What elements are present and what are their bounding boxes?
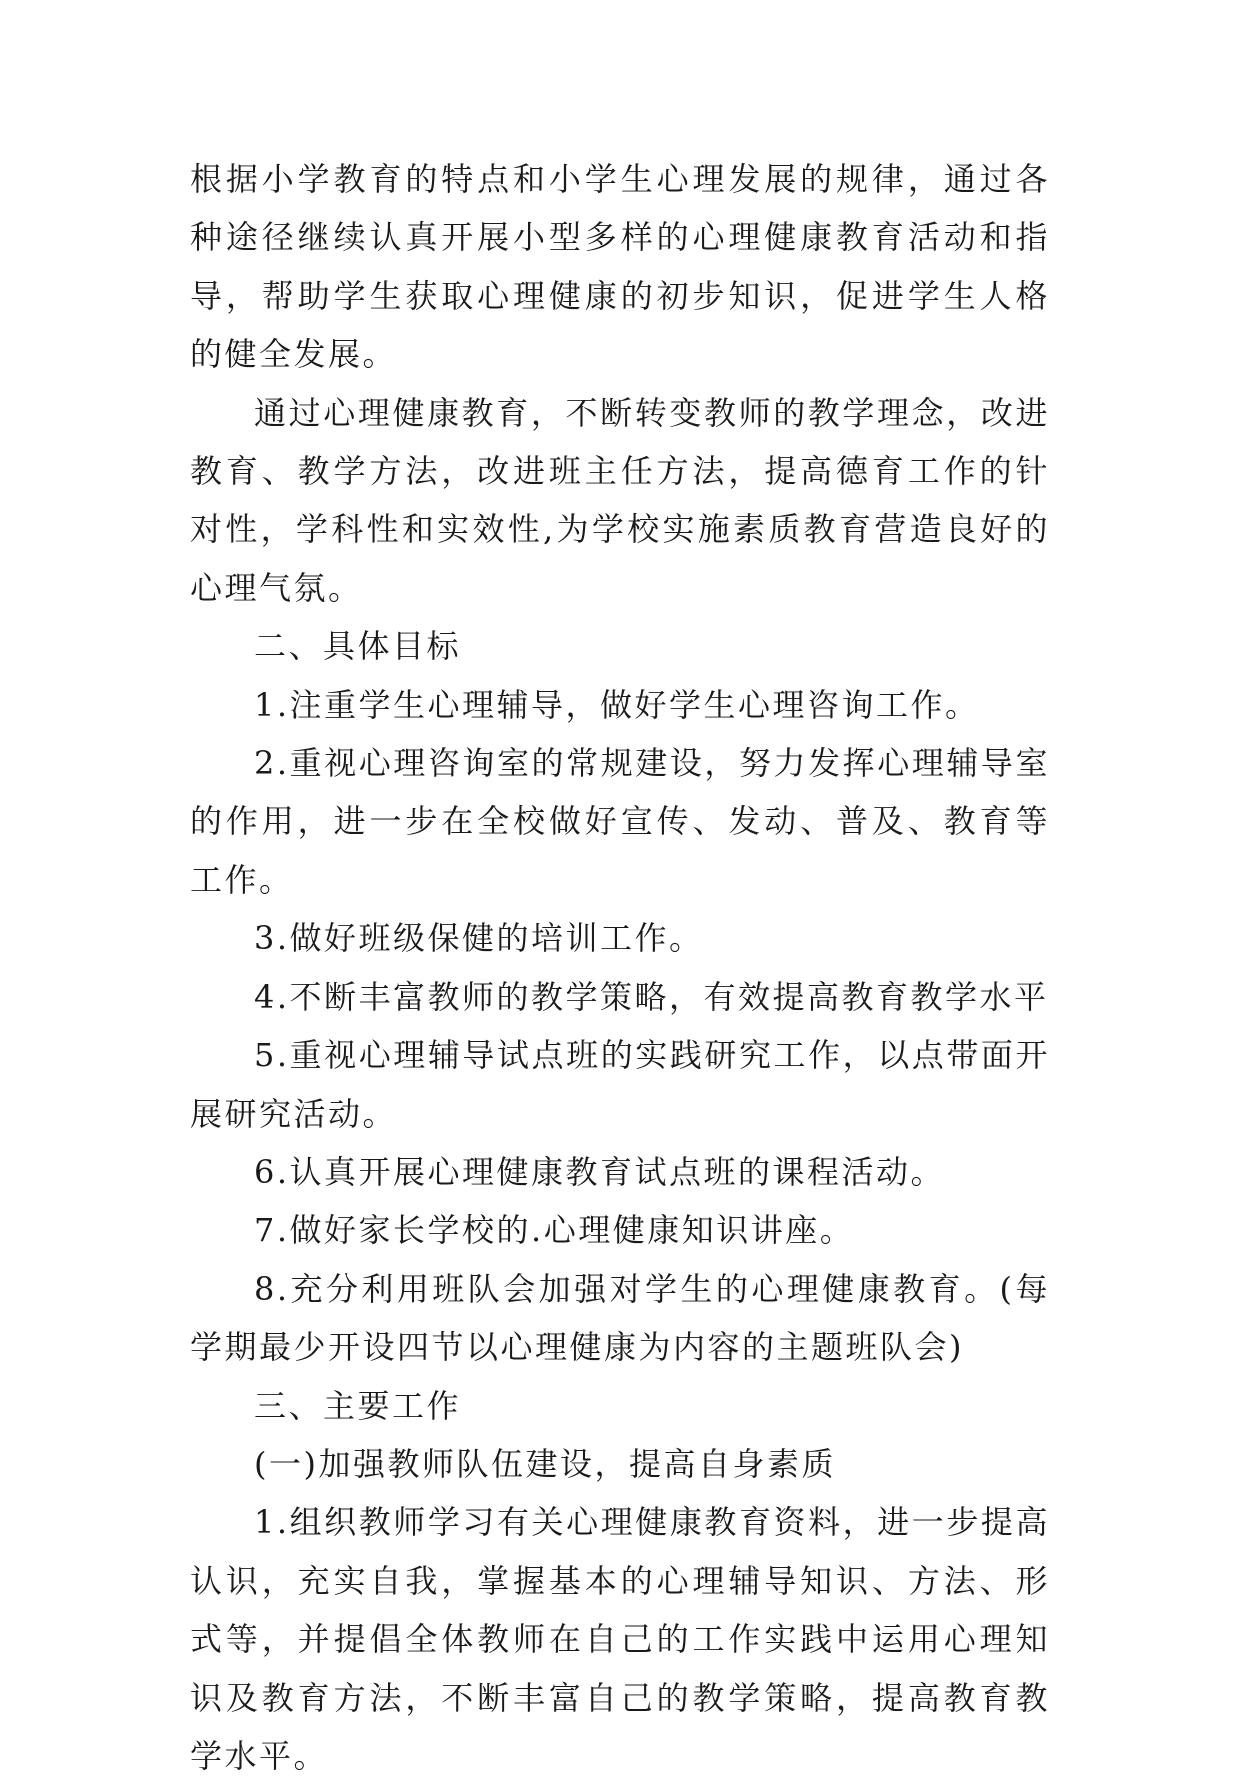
section-heading-main-work: 三、主要工作 [254, 1386, 462, 1425]
paragraph-teaching-philosophy: 通过心理健康教育，不断转变教师的教学理念，改进教育、教学方法，改进班主任方法，提高德育工作的针对性，学科性和实效性,为学校实施素质教育营造良好的心理气氛。 [190, 393, 1050, 607]
goal-item-8: 8.充分利用班队会加强对学生的心理健康教育。(每学期最少开设四节以心理健康为内容的主题班队会) [190, 1269, 1050, 1367]
goal-item-5: 5.重视心理辅导试点班的实践研究工作，以点带面开展研究活动。 [190, 1036, 1050, 1133]
subsection-heading-teacher-team: (一)加强教师队伍建设，提高自身素质 [254, 1444, 836, 1483]
goal-item-1: 1.注重学生心理辅导，做好学生心理咨询工作。 [254, 685, 980, 724]
goal-item-3: 3.做好班级保健的培训工作。 [254, 919, 704, 958]
goal-item-2: 2.重视心理咨询室的常规建设，努力发挥心理辅导室的作用，进一步在全校做好宣传、发动、普及、教育等工作。 [190, 744, 1050, 899]
document-body [190, 150, 1050, 1785]
section-heading-specific-goals: 二、具体目标 [254, 627, 462, 666]
work-item-1: 1.组织教师学习有关心理健康教育资料，进一步提高认识，充实自我，掌握基本的心理辅导知识、方法、形式等，并提倡全体教师在自己的工作实践中运用心理知识及教育方法，不断丰富自己的教学策略，提高教育教学水平。 [190, 1503, 1050, 1775]
goal-item-7: 7.做好家长学校的.心理健康知识讲座。 [254, 1211, 855, 1250]
paragraph-intro: 根据小学教育的特点和小学生心理发展的规律，通过各种途径继续认真开展小型多样的心理健康教育活动和指导，帮助学生获取心理健康的初步知识，促进学生人格的健全发展。 [190, 160, 1050, 374]
goal-item-4: 4.不断丰富教师的教学策略，有效提高教育教学水平 [254, 977, 1049, 1016]
goal-item-6: 6.认真开展心理健康教育试点班的课程活动。 [254, 1152, 946, 1191]
